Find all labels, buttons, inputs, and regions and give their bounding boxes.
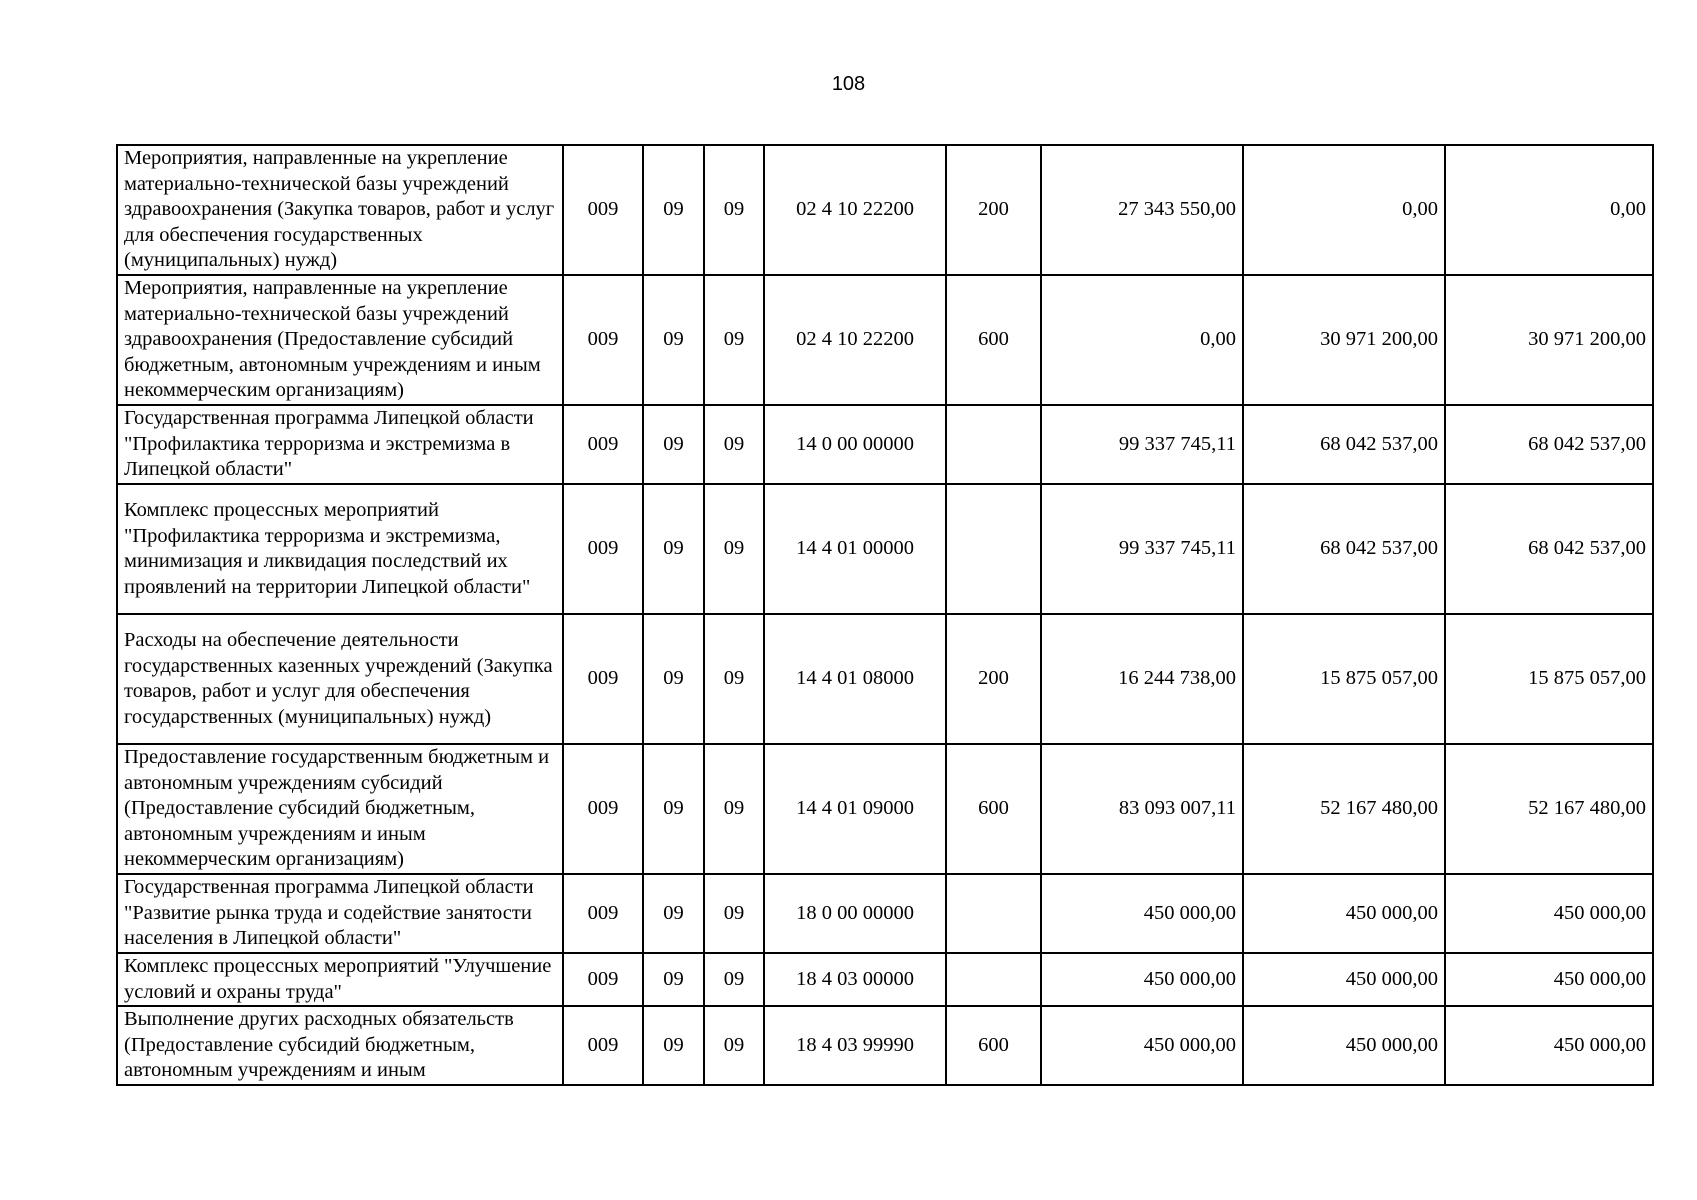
- amount-3-cell: 68 042 537,00: [1445, 405, 1653, 484]
- subsection-code-cell: 09: [704, 1006, 764, 1085]
- amount-2-cell: 450 000,00: [1243, 874, 1445, 953]
- amount-1-cell: 0,00: [1041, 275, 1243, 405]
- target-article-cell: 02 4 10 22200: [764, 275, 946, 405]
- expense-type-cell: [946, 405, 1041, 484]
- page-number: 108: [831, 73, 866, 95]
- amount-1-cell: 83 093 007,11: [1041, 744, 1243, 874]
- section-code-cell: 09: [643, 405, 704, 484]
- grbs-code-cell: 009: [563, 744, 643, 874]
- table-row: [117, 614, 1653, 744]
- expense-name-cell: Государственная программа Липецкой области "Развитие рынка труда и содействие занятости населения в Липецкой области": [117, 874, 563, 953]
- table-row: [117, 744, 1653, 874]
- subsection-code-cell: 09: [704, 744, 764, 874]
- target-article-cell: 14 0 00 00000: [764, 405, 946, 484]
- subsection-code-cell: 09: [704, 484, 764, 614]
- expense-name-cell: Мероприятия, направленные на укрепление материально-технической базы учреждений здравоохранения (Закупка товаров, работ и услуг для обеспечения государственных (муниципальных) нужд): [117, 145, 563, 275]
- expense-type-cell: [946, 953, 1041, 1006]
- amount-3-cell: 450 000,00: [1445, 874, 1653, 953]
- table-row: [117, 953, 1653, 1006]
- amount-3-cell: 15 875 057,00: [1445, 614, 1653, 744]
- expense-type-cell: [946, 874, 1041, 953]
- amount-2-cell: 52 167 480,00: [1243, 744, 1445, 874]
- section-code-cell: 09: [643, 744, 704, 874]
- expense-type-cell: 600: [946, 1006, 1041, 1085]
- amount-1-cell: 27 343 550,00: [1041, 145, 1243, 275]
- table-row: [117, 484, 1653, 614]
- amount-2-cell: 15 875 057,00: [1243, 614, 1445, 744]
- section-code-cell: 09: [643, 484, 704, 614]
- expense-type-cell: [946, 484, 1041, 614]
- amount-3-cell: 450 000,00: [1445, 1006, 1653, 1085]
- amount-2-cell: 30 971 200,00: [1243, 275, 1445, 405]
- grbs-code-cell: 009: [563, 1006, 643, 1085]
- expense-type-cell: 600: [946, 744, 1041, 874]
- expense-name-cell: Выполнение других расходных обязательств (Предоставление субсидий бюджетным, автономным учреждениям и иным: [117, 1006, 563, 1085]
- amount-1-cell: 450 000,00: [1041, 874, 1243, 953]
- amount-2-cell: 0,00: [1243, 145, 1445, 275]
- amount-3-cell: 30 971 200,00: [1445, 275, 1653, 405]
- expense-name-cell: Мероприятия, направленные на укрепление материально-технической базы учреждений здравоохранения (Предоставление субсидий бюджетным, автономным учреждениям и иным некоммерческим организациям): [117, 275, 563, 405]
- expense-name-cell: Расходы на обеспечение деятельности государственных казенных учреждений (Закупка товаров, работ и услуг для обеспечения государственных (муниципальных) нужд): [117, 614, 563, 744]
- grbs-code-cell: 009: [563, 275, 643, 405]
- grbs-code-cell: 009: [563, 145, 643, 275]
- expense-type-cell: 200: [946, 145, 1041, 275]
- table-row: [117, 874, 1653, 953]
- expense-name-cell: Комплекс процессных мероприятий "Профилактика терроризма и экстремизма, минимизация и ликвидация последствий их проявлений на территории Липецкой области": [117, 484, 563, 614]
- subsection-code-cell: 09: [704, 145, 764, 275]
- expense-type-cell: 600: [946, 275, 1041, 405]
- amount-1-cell: 450 000,00: [1041, 1006, 1243, 1085]
- table-row: [117, 405, 1653, 484]
- table-row: [117, 145, 1653, 275]
- expense-name-cell: Предоставление государственным бюджетным и автономным учреждениям субсидий (Предоставление субсидий бюджетным, автономным учреждениям и иным некоммерческим организациям): [117, 744, 563, 874]
- amount-1-cell: 450 000,00: [1041, 953, 1243, 1006]
- grbs-code-cell: 009: [563, 953, 643, 1006]
- subsection-code-cell: 09: [704, 874, 764, 953]
- amount-1-cell: 16 244 738,00: [1041, 614, 1243, 744]
- expense-type-cell: 200: [946, 614, 1041, 744]
- table-row: [117, 275, 1653, 405]
- subsection-code-cell: 09: [704, 953, 764, 1006]
- grbs-code-cell: 009: [563, 614, 643, 744]
- amount-3-cell: 450 000,00: [1445, 953, 1653, 1006]
- grbs-code-cell: 009: [563, 484, 643, 614]
- amount-2-cell: 450 000,00: [1243, 1006, 1445, 1085]
- subsection-code-cell: 09: [704, 405, 764, 484]
- amount-2-cell: 68 042 537,00: [1243, 405, 1445, 484]
- target-article-cell: 18 0 00 00000: [764, 874, 946, 953]
- subsection-code-cell: 09: [704, 275, 764, 405]
- section-code-cell: 09: [643, 1006, 704, 1085]
- target-article-cell: 18 4 03 99990: [764, 1006, 946, 1085]
- target-article-cell: 14 4 01 00000: [764, 484, 946, 614]
- section-code-cell: 09: [643, 614, 704, 744]
- subsection-code-cell: 09: [704, 614, 764, 744]
- grbs-code-cell: 009: [563, 405, 643, 484]
- amount-2-cell: 68 042 537,00: [1243, 484, 1445, 614]
- section-code-cell: 09: [643, 145, 704, 275]
- amount-1-cell: 99 337 745,11: [1041, 405, 1243, 484]
- budget-table: [116, 144, 1654, 1086]
- amount-3-cell: 52 167 480,00: [1445, 744, 1653, 874]
- target-article-cell: 14 4 01 08000: [764, 614, 946, 744]
- target-article-cell: 14 4 01 09000: [764, 744, 946, 874]
- amount-3-cell: 0,00: [1445, 145, 1653, 275]
- amount-3-cell: 68 042 537,00: [1445, 484, 1653, 614]
- expense-name-cell: Государственная программа Липецкой области "Профилактика терроризма и экстремизма в Липецкой области": [117, 405, 563, 484]
- section-code-cell: 09: [643, 275, 704, 405]
- target-article-cell: 18 4 03 00000: [764, 953, 946, 1006]
- target-article-cell: 02 4 10 22200: [764, 145, 946, 275]
- section-code-cell: 09: [643, 874, 704, 953]
- amount-2-cell: 450 000,00: [1243, 953, 1445, 1006]
- grbs-code-cell: 009: [563, 874, 643, 953]
- expense-name-cell: Комплекс процессных мероприятий "Улучшение условий и охраны труда": [117, 953, 563, 1006]
- amount-1-cell: 99 337 745,11: [1041, 484, 1243, 614]
- section-code-cell: 09: [643, 953, 704, 1006]
- table-row: [117, 1006, 1653, 1085]
